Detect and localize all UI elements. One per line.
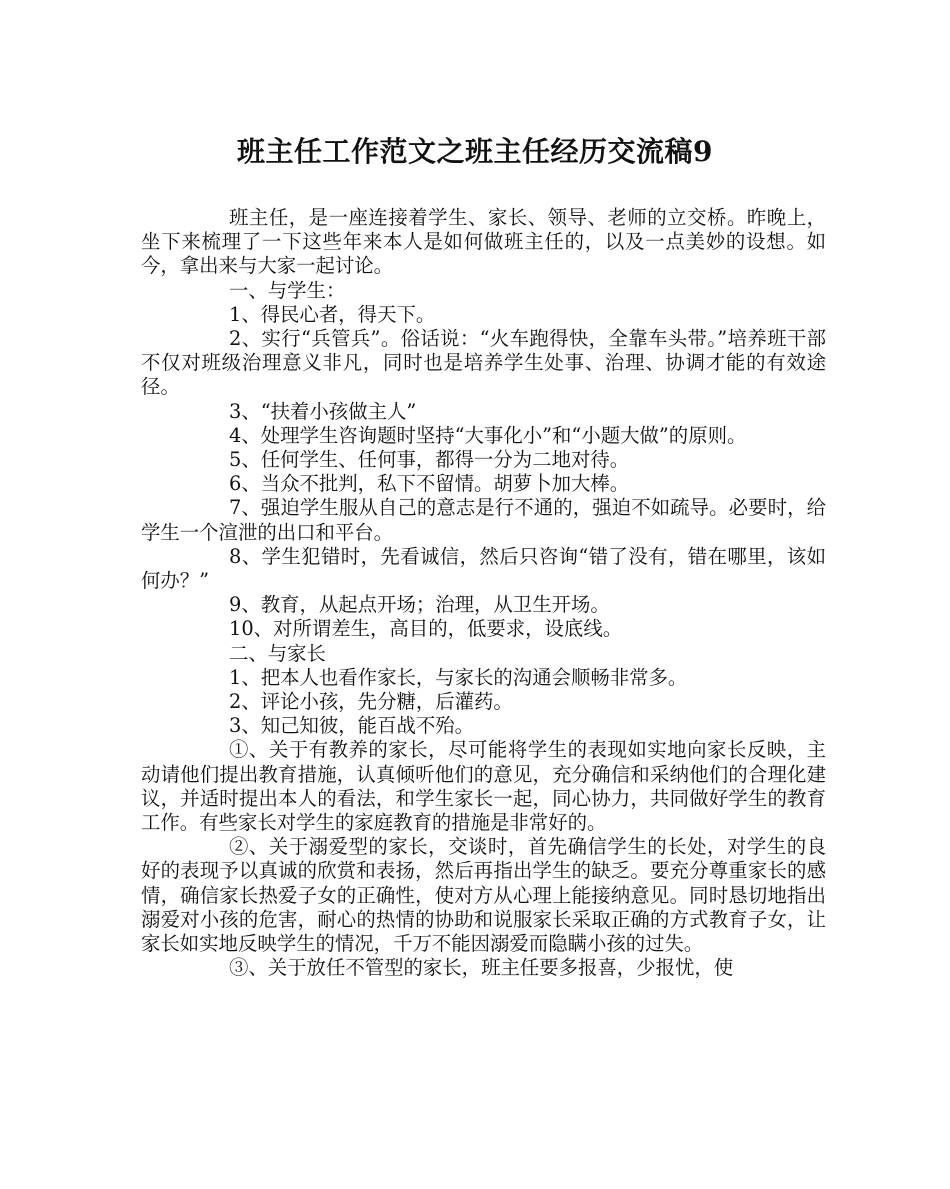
document-body (141, 206, 826, 981)
student-item-10: 10、对所谓差生，高目的，低要求，设底线。 (229, 617, 623, 641)
student-item-7: 7、强迫学生服从自己的意志是行不通的，强迫不如疏导。必要时，给学生一个渲泄的出口和平台。 (141, 496, 826, 544)
student-item-9: 9、教育，从起点开场；治理，从卫生开场。 (229, 593, 610, 617)
student-item-3: 3、“扶着小孩做主人” (229, 399, 417, 423)
intro-paragraph: 班主任，是一座连接着学生、家长、领导、老师的立交桥。昨晚上，坐下来梳理了一下这些年来本人是如何做班主任的，以及一点美妙的设想。如今，拿出来与大家一起讨论。 (141, 206, 826, 278)
parent-subitem-1: ①、关于有教养的家长，尽可能将学生的表现如实地向家长反映，主动请他们提出教育措施，认真倾听他们的意见，充分确信和采纳他们的合理化建议，并适时提出本人的看法，和学生家长一起，同心协力，共同做好学生的教育工作。有些家长对学生的家庭教育的措施是非常好的。 (141, 738, 826, 835)
parent-subitem-3: ③、关于放任不管型的家长，班主任要多报喜，少报忧，使 (229, 956, 734, 980)
document-title: 班主任工作范文之班主任经历交流稿9 (237, 135, 713, 168)
parent-item-1: 1、把本人也看作家长，与家长的沟通会顺畅非常多。 (229, 665, 688, 689)
parent-subitem-2: ②、关于溺爱型的家长，交谈时，首先确信学生的长处，对学生的良好的表现予以真诚的欣赏和表扬，然后再指出学生的缺乏。要充分尊重家长的感情，确信家长热爱子女的正确性，使对方从心理上能接纳意见。同时恳切地指出溺爱对小孩的危害，耐心的热情的协助和说服家长采取正确的方式教育子女，让家长如实地反映学生的情况，千万不能因溺爱而隐瞒小孩的过失。 (141, 835, 826, 956)
student-item-5: 5、任何学生、任何事，都得一分为二地对待。 (229, 448, 630, 472)
student-item-8: 8、学生犯错时，先看诚信，然后只咨询“错了没有，错在哪里，该如何办？” (141, 544, 826, 593)
section-heading-parents: 二、与家长 (229, 641, 326, 665)
student-item-4: 4、处理学生咨询题时坚持“大事化小”和“小题大做”的原则。 (229, 423, 747, 447)
student-item-1: 1、得民心者，得天下。 (229, 302, 436, 326)
student-item-6: 6、当众不批判，私下不留情。胡萝卜加大棒。 (229, 472, 630, 496)
parent-item-3: 3、知己知彼，能百战不殆。 (229, 714, 475, 738)
student-item-2: 2、实行“兵管兵”。俗话说：“火车跑得快，全靠车头带。”培养班干部不仅对班级治理意义非凡，同时也是培养学生处事、治理、协调才能的有效途径。 (141, 327, 826, 399)
section-heading-students: 一、与学生： (229, 278, 346, 302)
parent-item-2: 2、评论小孩，先分糖，后灌药。 (229, 690, 513, 714)
